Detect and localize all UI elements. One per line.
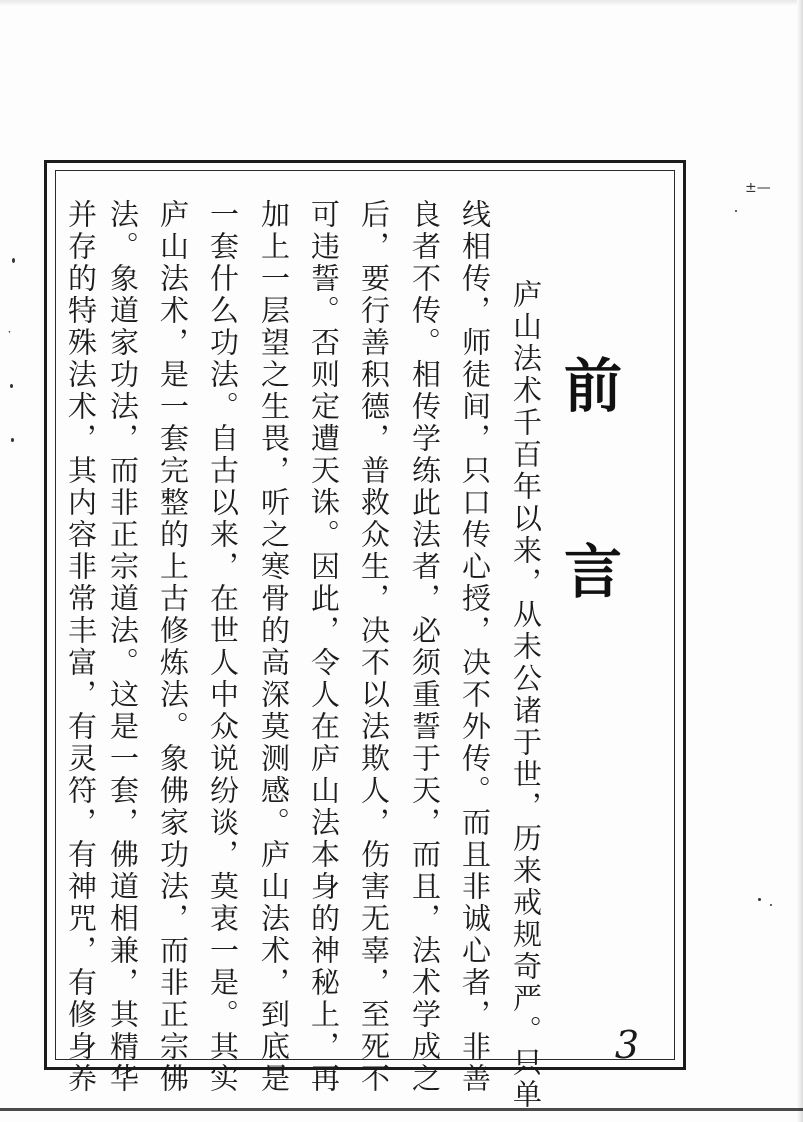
scan-speck — [10, 384, 13, 388]
text-column-4: 后，要行善积德，普救众生，决不以法欺人，伤害无辜，至死不 — [357, 199, 391, 1095]
page-number: 3 — [614, 1023, 640, 1067]
scan-speck — [770, 904, 772, 906]
text-column-8: 庐山法术，是一套完整的上古修炼法。象佛家功法，而非正宗佛 — [156, 199, 190, 1095]
margin-mark-left: ˙ — [6, 330, 13, 346]
page-frame-inner — [55, 170, 675, 1111]
margin-mark-top-right: ±— — [745, 180, 771, 196]
title-char-yan: 言 — [563, 538, 622, 606]
title-char-qian: 前 — [563, 352, 622, 420]
scan-speck — [11, 438, 14, 442]
scan-speck — [758, 898, 761, 901]
text-column-1: 庐山法术千百年以来，从未公诸于世，历来戒规奇严。只单 — [509, 247, 543, 1111]
text-column-5: 可违誓。否则定遭天诛。因此，令人在庐山法本身的神秘上，再 — [307, 199, 341, 1095]
scan-edge-bottom-line — [0, 1108, 803, 1111]
scan-speck — [12, 258, 15, 263]
scan-edge-right — [797, 0, 803, 1122]
text-column-2: 线相传，师徒间，只口传心授，决不外传。而且非诚心者，非善 — [458, 199, 492, 1095]
scan-edge-top — [0, 0, 803, 6]
text-column-10: 并存的特殊法术，其内容非常丰富，有灵符，有神咒，有修身养 — [64, 199, 98, 1095]
text-column-9: 法。象道家功法，而非正宗道法。这是一套，佛道相兼，其精华 — [106, 199, 140, 1095]
text-column-3: 良者不传。相传学练此法者，必须重誓于天，而且，法术学成之 — [408, 199, 442, 1095]
text-column-7: 一套什么功法。自古以来，在世人中众说纷谈，莫衷一是。其实 — [206, 199, 240, 1095]
scan-speck — [735, 210, 737, 212]
text-column-6: 加上一层望之生畏，听之寒骨的高深莫测感。庐山法术，到底是 — [257, 199, 291, 1095]
